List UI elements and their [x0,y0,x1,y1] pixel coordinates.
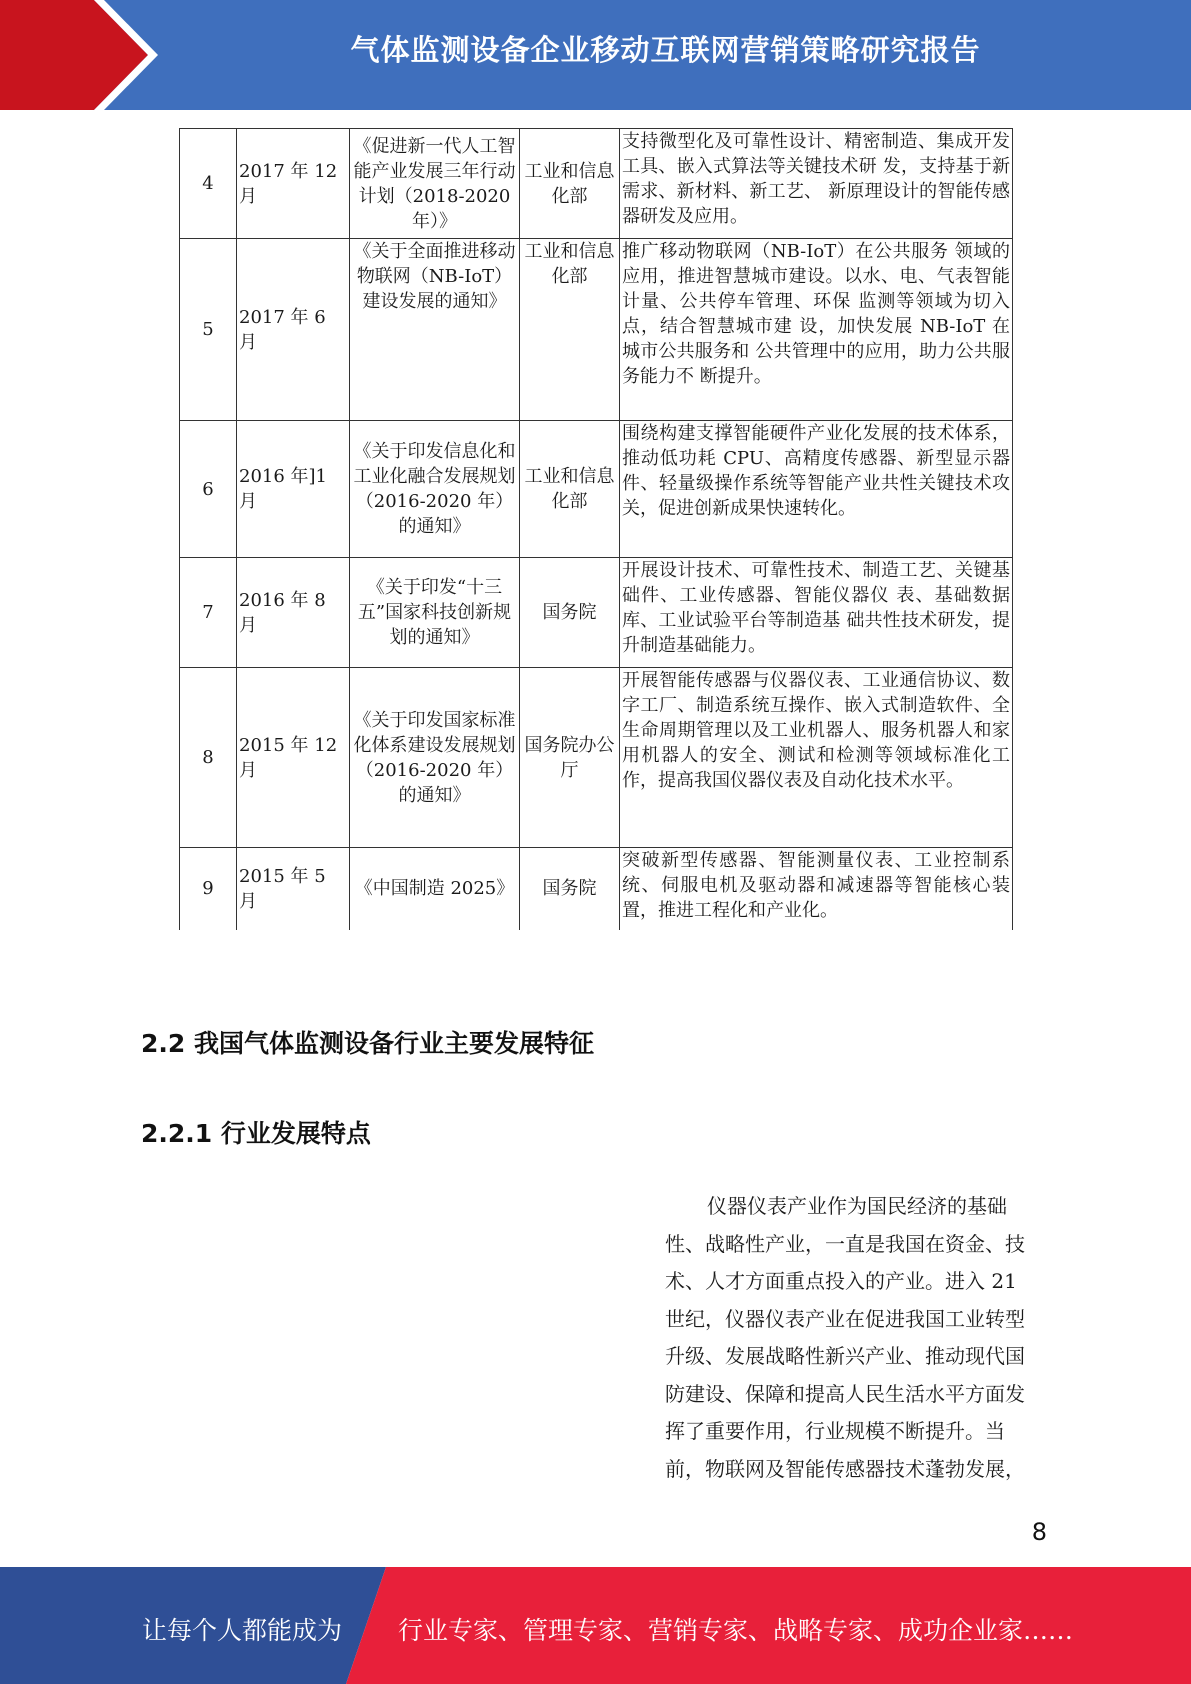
row-date: 2016 年 8 月 [237,558,350,668]
row-date: 2017 年 6 月 [237,239,350,421]
row-content: 开展设计技术、可靠性技术、制造工艺、关键基础件、工业传感器、智能仪器仪 表、基础数据库、工业试验平台等制造基 础共性技术研发，提升制造基础能力。 [620,558,1013,668]
row-department: 国务院 [520,558,620,668]
row-number: 8 [180,668,237,848]
row-date: 2015 年 12 月 [237,668,350,848]
paragraph-line: 仪器仪表产业作为国民经济的基础 [707,1194,1007,1218]
row-content: 开展智能传感器与仪器仪表、工业通信协议、数字工厂、制造系统互操作、嵌入式制造软件、全生命周期管理以及工业机器人、服务机器人和家用机器人的安全、测试和检测等领域标准化工作，提高我国仪器仪表及自动化技术水平。 [620,668,1013,848]
row-date: 2017 年 12 月 [237,129,350,239]
table-row [180,848,1013,930]
paragraph-line: 术、人才方面重点投入的产业。进入 21 [665,1269,1017,1293]
footer-slogan-right: 行业专家、管理专家、营销专家、战略专家、成功企业家…… [398,1616,1074,1645]
table-row [180,129,1013,239]
row-department: 工业和信息化部 [520,421,620,558]
row-department: 国务院办公厅 [520,668,620,848]
body-paragraph [665,1188,1045,1488]
row-content: 推广移动物联网（NB-IoT）在公共服务 领域的应用，推进智慧城市建设。以水、电、气表智能计量、公共停车管理、环保 监测等领域为切入点，结合智慧城市建 设，加快发展 NB-IoT 在城市公共服务和 公共管理中的应用，助力公共服务能力不 断提升。 [620,239,1013,421]
row-number: 4 [180,129,237,239]
row-number: 5 [180,239,237,421]
footer-slogan-left: 让每个人都能成为 [142,1616,343,1645]
row-department: 工业和信息化部 [520,239,620,421]
row-content: 围绕构建支撑智能硬件产业化发展的技术体系，推动低功耗 CPU、高精度传感器、新型显示器件、轻量级操作系统等智能产业共性关键技术攻关，促进创新成果快速转化。 [620,421,1013,558]
row-content: 突破新型传感器、智能测量仪表、工业控制系统、伺服电机及驱动器和减速器等智能核心装置，推进工程化和产业化。 [620,848,1013,930]
row-document: 《关于印发“十三五”国家科技创新规划的通知》 [350,558,520,668]
table-row [180,239,1013,421]
row-document: 《关于印发信息化和工业化融合发展规划（2016-2020 年）的通知》 [350,421,520,558]
page-number: 8 [1031,1518,1047,1546]
table-row [180,421,1013,558]
row-number: 9 [180,848,237,930]
subsection-heading: 2.2.1 行业发展特点 [141,1119,371,1148]
paragraph-line: 挥了重要作用，行业规模不断提升。当 [665,1419,1005,1443]
row-number: 7 [180,558,237,668]
paragraph-line: 世纪，仪器仪表产业在促进我国工业转型 [665,1306,1025,1331]
row-document: 《关于全面推进移动物联网（NB-IoT）建设发展的通知》 [350,239,520,421]
paragraph-line: 性、战略性产业，一直是我国在资金、技 [665,1231,1025,1256]
paragraph-line: 防建设、保障和提高人民生活水平方面发 [665,1381,1025,1406]
row-document: 《关于印发国家标准化体系建设发展规划（2016-2020 年）的通知》 [350,668,520,848]
row-department: 国务院 [520,848,620,930]
row-document: 《中国制造 2025》 [350,848,520,930]
row-department: 工业和信息化部 [520,129,620,239]
row-date: 2016 年]1 月 [237,421,350,558]
report-title: 气体监测设备企业移动互联网营销策略研究报告 [350,33,981,67]
section-heading: 2.2 我国气体监测设备行业主要发展特征 [141,1029,594,1058]
row-number: 6 [180,421,237,558]
paragraph-line: 前，物联网及智能传感器技术蓬勃发展， [665,1456,1025,1481]
page-footer [0,1567,1191,1684]
row-content: 支持微型化及可靠性设计、精密制造、集成开发工具、嵌入式算法等关键技术研 发，支持基于新需求、新材料、新工艺、 新原理设计的智能传感器研发及应用。 [620,129,1013,239]
row-document: 《促进新一代人工智能产业发展三年行动计划（2018-2020 年）》 [350,129,520,239]
table-row [180,668,1013,848]
policy-table [179,128,1013,930]
table-row [180,558,1013,668]
page-header [0,0,1191,110]
row-date: 2015 年 5 月 [237,848,350,930]
paragraph-line: 升级、发展战略性新兴产业、推动现代国 [665,1344,1025,1368]
